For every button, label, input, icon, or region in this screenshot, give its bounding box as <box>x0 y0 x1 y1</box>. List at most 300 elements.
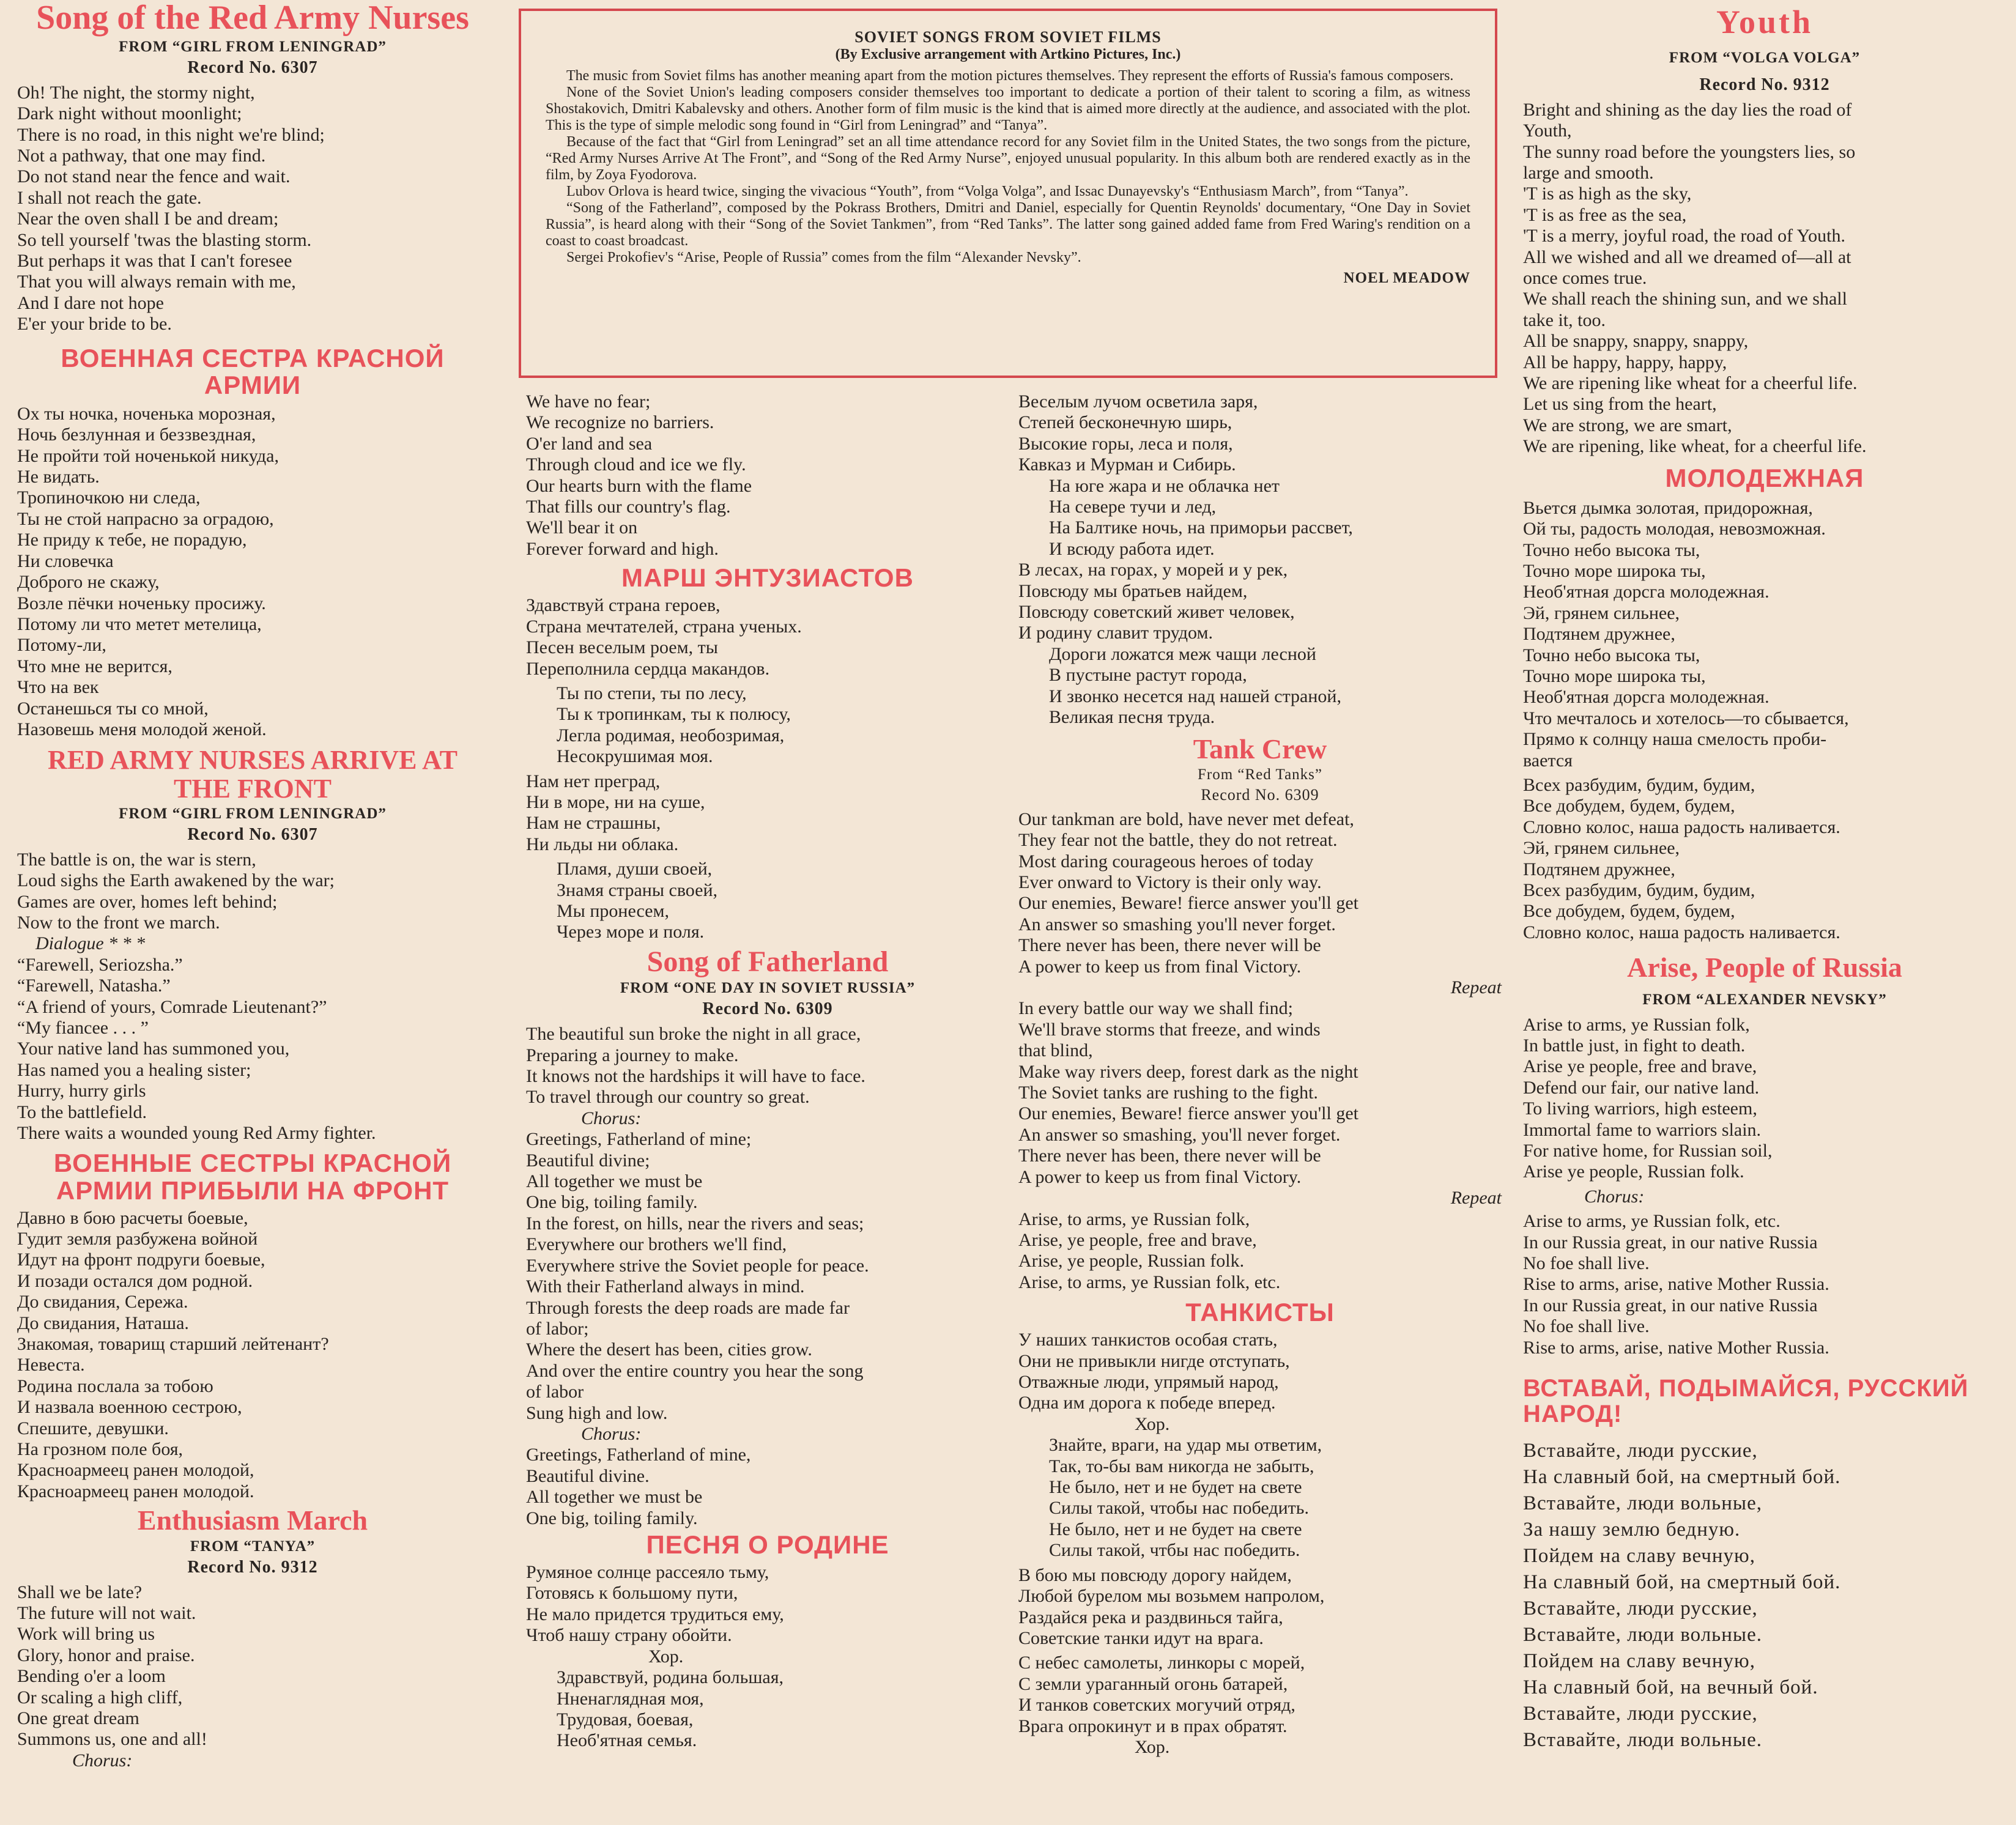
song-title-ru: МОЛОДЕЖНАЯ <box>1665 463 1864 492</box>
song-title-ru: ВОЕННАЯ СЕСТРА КРАСНОЙ АРМИИ <box>61 343 445 399</box>
lyric-line: E'er your bride to be. <box>17 314 172 335</box>
lyric-line: Знамя страны своей, <box>557 879 718 900</box>
lyric-line: Your native land has summoned you, <box>17 1038 290 1059</box>
lyric-line: We are ripening, like wheat, for a cheerful life. <box>1523 436 1867 457</box>
lyric-line: До свидания, Наташа. <box>17 1312 189 1333</box>
lyrics-block <box>1018 644 1502 728</box>
column-3 <box>1018 391 1502 1758</box>
lyric-line: Ночь безлунная и беззвездная, <box>17 424 256 445</box>
record-number: Record No. 6307 <box>187 57 318 77</box>
lyric-line: To living warriors, high esteem, <box>1523 1098 1757 1119</box>
lyrics-block <box>1018 1330 1502 1414</box>
lyric-line: Что мне не верится, <box>17 656 172 676</box>
lyric-line: Силы такой, чтобы нас победить. <box>1049 1498 1309 1519</box>
lyric-line: Необ'ятная дорсга молодежная. <box>1523 687 1770 708</box>
lyric-line: Our hearts burn with the flame <box>526 475 752 496</box>
song-title-tank: Tank Crew <box>1193 733 1327 764</box>
lyric-line: Все добудем, будем, будем, <box>1523 796 1735 816</box>
repeat-label: Repeat <box>1450 977 1502 998</box>
lyric-line: That you will always remain with me, <box>17 272 296 292</box>
lyric-line: В бою мы повсюду дорогу найдем, <box>1018 1564 1292 1585</box>
lyric-line: Точно море широка ты, <box>1523 665 1706 686</box>
song-source: FROM “GIRL FROM LENINGRAD” <box>119 805 387 822</box>
lyrics-block <box>526 1562 1009 1646</box>
lyrics-block <box>17 404 488 741</box>
lyric-line: O'er land and sea <box>526 433 653 454</box>
record-number: Record No. 9312 <box>187 1557 318 1577</box>
column-2 <box>526 391 1009 1752</box>
intro-paragraphs <box>546 68 1470 266</box>
lyric-line: На грозном поле боя, <box>17 1439 183 1460</box>
lyric-line: 'T is as high as the sky, <box>1523 183 1692 204</box>
lyric-line: Подтянем дружнее, <box>1523 859 1675 879</box>
lyrics-block <box>1018 998 1502 1188</box>
lyric-line: Has named you a healing sister; <box>17 1059 251 1080</box>
lyric-line: С небес самолеты, линкоры с морей, <box>1018 1653 1305 1673</box>
lyric-line: Советские танки идут на врага. <box>1018 1627 1264 1648</box>
lyric-line: Summons us, one and all! <box>17 1729 207 1750</box>
lyric-line: We are strong, we are smart, <box>1523 415 1732 435</box>
lyrics-block <box>526 1024 1009 1108</box>
lyric-line: Красноармеец ранен молодой. <box>17 1481 254 1501</box>
lyric-line: Необ'ятная семья. <box>557 1730 697 1751</box>
lyric-line: Our enemies, Beware! fierce answer you'll get <box>1018 1103 1358 1124</box>
lyric-line: We'll brave storms that freeze, and winds <box>1018 1019 1321 1040</box>
lyric-line: With their Fatherland always in mind. <box>526 1276 805 1297</box>
song-source: FROM “VOLGA VOLGA” <box>1669 49 1861 66</box>
lyric-line: Они не привыкли нигде отступать, <box>1018 1350 1290 1371</box>
lyric-line: Where the desert has been, cities grow. <box>526 1339 812 1360</box>
lyric-line: And over the entire country you hear the song <box>526 1360 864 1381</box>
lyric-line: One big, toiling family. <box>526 1192 698 1213</box>
column-4 <box>1523 0 2006 1753</box>
song-title-ru: ТАНКИСТЫ <box>1185 1298 1335 1327</box>
lyric-line: Прямо к солнцу наша смелость проби- <box>1523 729 1827 750</box>
lyric-line: У наших танкистов особая стать, <box>1018 1330 1278 1350</box>
record-number: Record No. 6307 <box>187 824 318 844</box>
lyric-line: Greetings, Fatherland of mine; <box>526 1129 752 1150</box>
lyrics-block <box>526 595 1009 679</box>
lyric-line: Любой бурелом мы возьмем напролом, <box>1018 1586 1325 1607</box>
lyric-line: The Soviet tanks are rushing to the fight. <box>1018 1083 1318 1103</box>
lyric-line: Forever forward and high. <box>526 538 719 559</box>
lyric-line: Не мало придется трудиться ему, <box>526 1604 784 1624</box>
lyric-line: For native home, for Russian soil, <box>1523 1140 1773 1161</box>
lyric-line: До свидания, Сережа. <box>17 1292 188 1312</box>
lyric-line: Дороги ложатся меж чащи лесной <box>1049 643 1316 664</box>
lyric-line: Arise, to arms, ye Russian folk, etc. <box>1018 1272 1281 1292</box>
lyric-line: We'll bear it on <box>526 517 638 538</box>
song-title-march: Enthusiasm March <box>137 1505 368 1536</box>
lyrics-block <box>1523 498 2006 771</box>
lyric-line: I shall not reach the gate. <box>17 187 202 208</box>
lyric-line: Нам нет преград, <box>526 771 661 791</box>
lyrics-block <box>17 83 488 335</box>
lyrics-block <box>1018 391 1502 476</box>
lyric-line: Вставайте, люди русские, <box>1523 1703 1758 1725</box>
lyric-line: An answer so smashing, you'll never forget. <box>1018 1124 1341 1145</box>
lyrics-block <box>1018 1653 1502 1737</box>
chorus-label: Хор. <box>1135 1413 1170 1434</box>
lyrics-block <box>17 1582 488 1750</box>
lyric-line: На славный бой, на смертный бой. <box>1523 1571 1841 1594</box>
lyric-line: Что мечталось и хотелось—то сбывается, <box>1523 708 1849 728</box>
song-title-arise: Arise, People of Russia <box>1627 952 1902 983</box>
lyric-line: Arise ye people, Russian folk. <box>1523 1161 1744 1182</box>
lyric-line: Эй, грянем сильнее, <box>1523 602 1680 623</box>
song-source: FROM “ONE DAY IN SOVIET RUSSIA” <box>620 980 916 997</box>
lyric-line: Невеста. <box>17 1355 85 1375</box>
lyric-line: Врага опрокинут и в прах обратят. <box>1018 1716 1288 1736</box>
lyric-line: Youth, <box>1523 120 1572 141</box>
lyric-line: 'T is a merry, joyful road, the road of Youth. <box>1523 226 1845 246</box>
lyric-line: Трудовая, боевая, <box>557 1709 694 1730</box>
lyric-line: Готовясь к большому пути, <box>526 1583 738 1604</box>
lyric-line: Ни в море, ни на суше, <box>526 792 705 812</box>
lyric-line: Everywhere our brothers we'll find, <box>526 1234 787 1255</box>
lyric-line: “Farewell, Seriozsha.” <box>17 954 183 975</box>
intro-box <box>519 9 1497 378</box>
lyric-line: To the battlefield. <box>17 1101 147 1122</box>
lyric-line: Most daring courageous heroes of today <box>1018 851 1314 872</box>
lyric-line: Песен веселым роем, ты <box>526 637 718 658</box>
lyric-line: Near the oven shall I be and dream; <box>17 209 279 229</box>
lyric-line: И позади остался дом родной. <box>17 1270 253 1291</box>
lyric-line: Высокие горы, леса и поля, <box>1018 433 1233 454</box>
intro-paragraph: Lubov Orlova is heard twice, singing the vivacious “Youth”, from “Volga Volga”, and Issac Dunayevsky's “Enthusiasm March”, from “Tanya”. <box>566 183 1409 199</box>
lyric-line: Loud sighs the Earth awakened by the war; <box>17 870 335 891</box>
lyric-line: Beautiful divine. <box>526 1465 650 1486</box>
record-number: Record No. 9312 <box>1699 75 1830 94</box>
lyric-line: Силы такой, чтбы нас победить. <box>1049 1540 1300 1561</box>
lyric-line: Вставайте, люди вольные, <box>1523 1492 1762 1515</box>
lyric-line: “Farewell, Natasha.” <box>17 975 171 996</box>
intro-subheading: (By Exclusive arrangement with Artkino Pictures, Inc.) <box>835 46 1181 62</box>
lyric-line: All together we must be <box>526 1171 703 1192</box>
lyric-line: Нам не страшны, <box>526 813 661 834</box>
lyric-line: Let us sing from the heart, <box>1523 394 1717 415</box>
song-source: FROM “ALEXANDER NEVSKY” <box>1642 991 1887 1008</box>
lyric-line: In our Russia great, in our native Russia <box>1523 1295 1818 1316</box>
lyric-line: Now to the front we march. <box>17 912 220 933</box>
lyric-line: Dark night without moonlight; <box>17 103 242 124</box>
lyric-line: Immortal fame to warriors slain. <box>1523 1119 1762 1140</box>
lyric-line: Идут на фронт подруги боевые, <box>17 1249 265 1270</box>
lyric-line: Потому ли что метет метелица, <box>17 613 262 634</box>
lyric-line: Что на век <box>17 677 99 698</box>
lyric-line: Ой ты, радость молодая, невозможная. <box>1523 519 1826 539</box>
lyric-line: Словно колос, наша радость наливается. <box>1523 816 1840 837</box>
lyrics-block <box>1018 1565 1502 1649</box>
lyric-line: Эй, грянем сильнее, <box>1523 838 1680 859</box>
lyric-line: На славный бой, на смертный бой. <box>1523 1466 1841 1489</box>
lyric-line: A power to keep us from final Victory. <box>1018 956 1302 977</box>
lyric-line: of labor; <box>526 1318 589 1339</box>
lyric-line: Through cloud and ice we fly. <box>526 454 746 475</box>
lyric-line: Beautiful divine; <box>526 1150 650 1171</box>
lyric-line: Точно небо высока ты, <box>1523 539 1700 560</box>
lyric-line: Defend our fair, our native land. <box>1523 1077 1760 1098</box>
lyric-line: Ever onward to Victory is their only way. <box>1018 872 1322 893</box>
lyric-line: Красноармеец ранен молодой, <box>17 1460 254 1481</box>
lyric-line: In battle just, in fight to death. <box>1523 1035 1746 1056</box>
lyric-line: Ни словечка <box>17 550 114 571</box>
lyric-line: Повсюду мы братьев найдем, <box>1018 580 1248 601</box>
lyric-line: Родина послала за тобою <box>17 1375 213 1396</box>
lyric-line: Точно море широка ты, <box>1523 560 1706 581</box>
lyric-line: No foe shall live. <box>1523 1253 1650 1273</box>
lyrics-block <box>1523 1438 2006 1753</box>
lyric-line: В лесах, на горах, у морей и у рек, <box>1018 560 1288 580</box>
lyric-line: Arise, to arms, ye Russian folk, <box>1018 1209 1250 1229</box>
lyric-line: Тропиночкою ни следа, <box>17 487 201 508</box>
song-title-ru: ВСТАВАЙ, ПОДЫМАЙСЯ, РУССКИЙ НАРОД! <box>1523 1375 1969 1428</box>
lyric-line: Точно небо высока ты, <box>1523 645 1700 665</box>
lyric-line: Словно колос, наша радость наливается. <box>1523 922 1840 942</box>
lyric-line: Мы пронесем, <box>557 901 669 922</box>
lyric-line: И всюду работа идет. <box>1049 538 1215 559</box>
lyric-line: Not a pathway, that one may find. <box>17 146 266 166</box>
lyric-line: И звонко несется над нашей страной, <box>1049 686 1341 706</box>
lyric-line: Oh! The night, the stormy night, <box>17 82 255 103</box>
lyric-line: Everywhere strive the Soviet people for peace. <box>526 1255 869 1276</box>
lyric-line: Shall we be late? <box>17 1582 143 1602</box>
lyric-line: Не видать. <box>17 467 100 487</box>
lyric-line: We shall reach the shining sun, and we shall <box>1523 289 1847 309</box>
lyric-line: вается <box>1523 750 1573 771</box>
lyric-line: Не было, нет и не будет на свете <box>1049 1519 1302 1539</box>
lyric-line: Так, то-бы вам никогда не забыть, <box>1049 1456 1314 1476</box>
lyric-line: In our Russia great, in our native Russia <box>1523 1232 1818 1253</box>
lyric-line: Не пройти той ноченькой никуда, <box>17 445 279 466</box>
lyric-line: Arise to arms, ye Russian folk, <box>1523 1014 1750 1035</box>
chorus-label: Chorus: <box>581 1423 642 1444</box>
lyric-line: И назвала военною сестрою, <box>17 1397 242 1418</box>
lyric-line: In every battle our way we shall find; <box>1018 998 1294 1019</box>
lyric-line: Одна им дорога к победе вперед. <box>1018 1393 1276 1413</box>
lyric-line: С земли ураганный огонь батарей, <box>1018 1673 1288 1694</box>
lyric-line: To travel through our country so great. <box>526 1087 810 1108</box>
lyric-line: Несокрушимая моя. <box>557 746 713 767</box>
lyric-line: Кавказ и Мурман и Сибирь. <box>1018 454 1236 475</box>
lyric-line: Здавствуй страна героев, <box>526 595 721 616</box>
lyric-line: И танков советских могучий отряд, <box>1018 1695 1295 1716</box>
lyric-line: Необ'ятная дорсга молодежная. <box>1523 582 1770 602</box>
lyric-line: 'T is as free as the sea, <box>1523 204 1687 225</box>
lyric-line: Greetings, Fatherland of mine, <box>526 1445 751 1465</box>
lyric-line: There waits a wounded young Red Army fighter. <box>17 1123 376 1144</box>
lyrics-block <box>17 1208 488 1503</box>
lyric-line: Our enemies, Beware! fierce answer you'll get <box>1018 893 1358 914</box>
lyric-line: Ты к тропинкам, ты к полюсу, <box>557 704 791 725</box>
lyric-line: The future will not wait. <box>17 1603 196 1623</box>
lyrics-block <box>1018 1435 1502 1561</box>
lyric-line: One great dream <box>17 1708 139 1729</box>
lyric-line: Ни льды ни облака. <box>526 834 679 854</box>
lyric-line: На юге жара и не облачка нет <box>1049 475 1280 496</box>
lyrics-block <box>526 771 1009 856</box>
lyric-line: Знакомая, товарищ старший лейтенант? <box>17 1334 329 1355</box>
lyrics-block <box>526 391 1009 560</box>
intro-paragraph: The music from Soviet films has another meaning apart from the motion pictures themselves. They represent the efforts of Russia's famous composers. <box>566 68 1454 84</box>
lyric-line: of labor <box>526 1382 584 1402</box>
lyric-line: It knows not the hardships it will have to face. <box>526 1066 865 1087</box>
lyric-line: We are ripening like wheat for a cheerful life. <box>1523 372 1858 393</box>
intro-paragraph: Because of the fact that “Girl from Leningrad” set an all time attendance record for any Soviet film in the United States, the two songs from the picture, “Red Army Nurses Arrive At The Front”, and “Song of the Red Army Nurse”, enjoyed unusual popularity. In this album both are rendered exactly as in the film, by Zoya Fyodorova. <box>546 134 1470 183</box>
repeat-label: Repeat <box>1450 1188 1502 1209</box>
lyric-line: На Балтике ночь, на приморьи рассвет, <box>1049 517 1353 538</box>
lyric-line: All be snappy, snappy, snappy, <box>1523 331 1749 352</box>
lyric-line: They fear not the battle, they do not retreat. <box>1018 830 1338 851</box>
dialogue-label: Dialogue * * * <box>35 933 146 954</box>
lyric-line: The beautiful sun broke the night in all grace, <box>526 1024 861 1045</box>
lyrics-block <box>526 1213 1009 1424</box>
lyric-line: Or scaling a high cliff, <box>17 1687 183 1708</box>
lyric-line: Glory, honor and praise. <box>17 1645 195 1665</box>
lyric-line: Make way rivers deep, forest dark as the night <box>1018 1061 1358 1082</box>
lyric-line: The battle is on, the war is stern, <box>17 849 256 870</box>
lyrics-block <box>1523 1015 2006 1183</box>
lyric-line: Пламя, души своей, <box>557 859 713 879</box>
lyric-line: No foe shall live. <box>1523 1316 1650 1337</box>
chorus-label: Chorus: <box>581 1108 642 1128</box>
lyrics-block <box>1018 476 1502 560</box>
song-title-nurses: Song of the Red Army Nurses <box>36 0 469 37</box>
lyric-line: Arise, ye people, Russian folk. <box>1018 1251 1245 1272</box>
lyric-line: And I dare not hope <box>17 292 164 313</box>
song-title-ru: ПЕСНЯ О РОДИНЕ <box>646 1530 889 1559</box>
lyric-line: Все добудем, будем, будем, <box>1523 901 1735 922</box>
lyric-line: Назовешь меня молодой женой. <box>17 719 267 739</box>
lyric-line: Повсюду советский живет человек, <box>1018 602 1295 623</box>
intro-paragraph: None of the Soviet Union's leading composers consider themselves too important to dedicate a portion of their talent to scoring a film, as witness Shostakovich, Dmitri Kabalevsky and others. Another form of film music is the kind that is aimed more directly at the audience, and associated with the plot. This is the type of simple melodic song found in “Girl from Leningrad” and “Tanya”. <box>546 84 1470 133</box>
song-title-fatherland: Song of Fatherland <box>647 945 889 978</box>
lyrics-block <box>1523 1211 2006 1358</box>
lyric-line: Вьется дымка золотая, придорожная, <box>1523 497 1813 518</box>
lyric-line: Спешите, девушки. <box>17 1418 169 1438</box>
record-number: Record No. 6309 <box>702 999 833 1019</box>
lyric-line: Не было, нет и не будет на свете <box>1049 1477 1302 1498</box>
lyrics-block <box>1018 809 1502 977</box>
lyric-line: На севере тучи и лед, <box>1049 497 1217 517</box>
song-source: FROM “TANYA” <box>190 1538 316 1555</box>
chorus-label: Chorus: <box>72 1750 133 1771</box>
lyric-line: Through forests the deep roads are made far <box>526 1297 850 1318</box>
lyric-line: “My fiancee . . . ” <box>17 1017 149 1038</box>
lyric-line: Потому-ли, <box>17 635 106 656</box>
lyric-line: We have no fear; <box>526 391 651 412</box>
chorus-label: Хор. <box>1135 1736 1170 1757</box>
lyric-line: Arise ye people, free and brave, <box>1523 1056 1757 1077</box>
lyric-line: Давно в бою расчеты боевые, <box>17 1207 248 1228</box>
lyric-line: Отважные люди, упрямый народ, <box>1018 1372 1279 1393</box>
lyric-line: Ты по степи, ты по лесу, <box>557 683 747 703</box>
lyrics-block <box>1523 100 2006 457</box>
lyric-line: There never has been, there never will be <box>1018 1146 1321 1166</box>
lyric-line: Our tankman are bold, have never met defeat, <box>1018 809 1354 829</box>
lyric-line: One big, toiling family. <box>526 1508 698 1528</box>
lyric-line: An answer so smashing you'll never forget. <box>1018 914 1336 935</box>
lyric-line: Пойдем на славу вечную, <box>1523 1650 1755 1673</box>
lyrics-block <box>526 1445 1009 1529</box>
song-title-youth: Youth <box>1716 4 1814 40</box>
lyrics-block <box>526 859 1009 943</box>
lyric-line: На славный бой, на вечный бой. <box>1523 1676 1818 1699</box>
lyric-line: Arise, ye people, free and brave, <box>1018 1229 1257 1250</box>
lyrics-block <box>526 683 1009 768</box>
lyric-line: once comes true. <box>1523 267 1647 288</box>
lyric-line: But perhaps it was that I can't foresee <box>17 251 292 272</box>
lyric-line: Sung high and low. <box>526 1402 668 1423</box>
intro-paragraph: Sergei Prokofiev's “Arise, People of Russia” comes from the film “Alexander Nevsky”. <box>566 250 1081 265</box>
lyric-line: take it, too. <box>1523 309 1606 330</box>
lyric-line: Подтянем дружнее, <box>1523 624 1675 645</box>
lyric-line: За нашу землю бедную. <box>1523 1519 1741 1541</box>
lyric-line: Всех разбудим, будим, будим, <box>1523 880 1755 900</box>
column-1 <box>17 0 488 1771</box>
lyric-line: Через море и поля. <box>557 922 705 942</box>
lyric-line: Вставайте, люди вольные. <box>1523 1624 1762 1646</box>
lyric-line: All together we must be <box>526 1487 703 1508</box>
lyric-line: Возле пёчки ноченьку просижу. <box>17 593 266 613</box>
lyric-line: Чтоб нашу страну обойти. <box>526 1625 732 1646</box>
lyric-line: Do not stand near the fence and wait. <box>17 166 291 187</box>
chorus-label: Chorus: <box>1584 1186 1645 1207</box>
lyric-line: The sunny road before the youngsters lies, so <box>1523 141 1856 162</box>
lyric-line: Нненаглядная моя, <box>557 1688 704 1709</box>
lyric-line: Переполнила сердца макандов. <box>526 658 770 679</box>
lyric-line: Легла родимая, необозримая, <box>557 725 785 746</box>
lyric-line: Rise to arms, arise, native Mother Russia. <box>1523 1337 1829 1358</box>
lyrics-block <box>17 850 488 934</box>
lyric-line: In the forest, on hills, near the rivers and seas; <box>526 1213 864 1234</box>
song-source: FROM “GIRL FROM LENINGRAD” <box>119 38 387 55</box>
lyrics-block <box>1523 775 2006 943</box>
lyric-line: Не приду к тебе, не порадую, <box>17 530 247 550</box>
lyric-line: Вставайте, люди русские, <box>1523 1440 1758 1462</box>
chorus-label: Хор. <box>648 1646 684 1667</box>
record-number: Record No. 6309 <box>1201 785 1319 804</box>
lyric-line: Bending o'er a loom <box>17 1666 166 1687</box>
song-title-ru: МАРШ ЭНТУЗИАСТОВ <box>621 563 914 593</box>
lyric-line: Preparing a journey to make. <box>526 1045 739 1065</box>
lyric-line: that blind, <box>1018 1040 1093 1061</box>
lyric-line: Arise to arms, ye Russian folk, etc. <box>1523 1211 1781 1232</box>
lyrics-block <box>526 1667 1009 1752</box>
lyric-line: Hurry, hurry girls <box>17 1081 146 1101</box>
lyric-line: Гудит земля разбужена войной <box>17 1229 258 1249</box>
lyric-line: Раздайся река и раздвинься тайга, <box>1018 1607 1283 1627</box>
song-source: From “Red Tanks” <box>1197 766 1323 783</box>
lyric-line: Степей бесконечную ширь, <box>1018 412 1232 433</box>
song-title-ru: ВОЕННЫЕ СЕСТРЫ КРАСНОЙ АРМИИ ПРИБЫЛИ НА ФРОНТ <box>53 1149 452 1205</box>
lyric-line: Всех разбудим, будим, будим, <box>1523 774 1755 795</box>
lyric-line: All be happy, happy, happy, <box>1523 352 1727 372</box>
lyrics-block <box>17 955 488 1144</box>
lyrics-block <box>1018 1209 1502 1294</box>
lyric-line: Страна мечтателей, страна ученых. <box>526 616 802 637</box>
lyric-line: There is no road, in this night we're blind; <box>17 124 325 145</box>
lyric-line: Пойдем на славу вечную, <box>1523 1545 1755 1568</box>
lyric-line: So tell yourself 'twas the blasting storm. <box>17 229 312 250</box>
lyric-line: Bright and shining as the day lies the road of <box>1523 99 1852 120</box>
intro-paragraph: “Song of the Fatherland”, composed by the Pokrass Brothers, Dmitri and Daniel, especially for Quentin Reynolds' documentary, “One Day in Soviet Russia”, is heard along with their “Song of the Soviet Tankmen”, from “Red Tanks”. The latter song gained added fame from Fred Waring's rendition on a coast to coast broadcast. <box>546 200 1470 249</box>
lyric-line: We recognize no barriers. <box>526 412 714 433</box>
lyric-line: “A friend of yours, Comrade Lieutenant?” <box>17 996 327 1017</box>
lyric-line: Доброго не скажу, <box>17 572 160 593</box>
lyric-line: Великая песня труда. <box>1049 707 1215 728</box>
lyric-line: A power to keep us from final Victory. <box>1018 1166 1302 1187</box>
